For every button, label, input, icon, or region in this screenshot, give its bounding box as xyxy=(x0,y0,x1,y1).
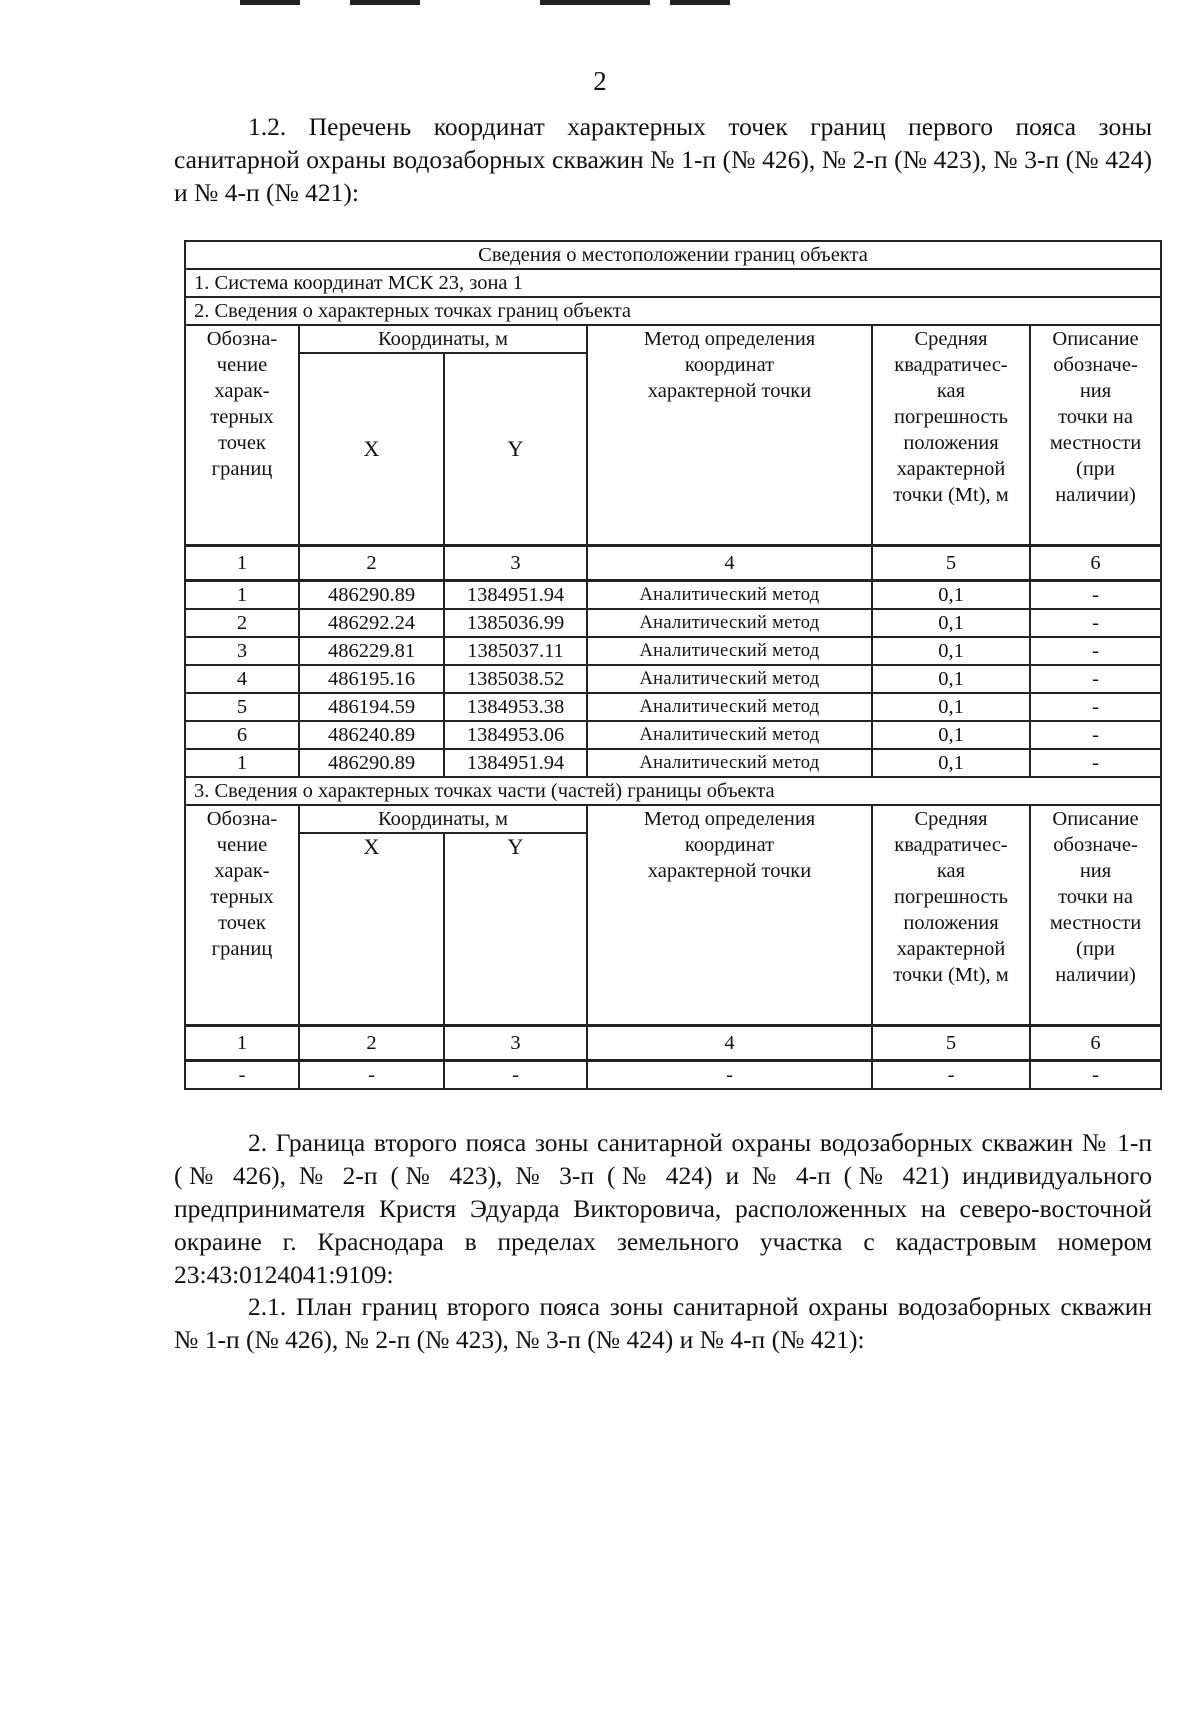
point-desc: - xyxy=(1030,693,1161,721)
table-row xyxy=(185,637,1161,665)
table-row xyxy=(185,693,1161,721)
point-x: 486292.24 xyxy=(299,609,444,637)
header-error: Средняя квадратичес- кая погрешность положения характерной точки (Mt), м xyxy=(872,805,1030,1026)
part-point-mt: - xyxy=(872,1061,1030,1090)
point-desc: - xyxy=(1030,721,1161,749)
point-y: 1385036.99 xyxy=(444,609,587,637)
point-mt: 0,1 xyxy=(872,637,1030,665)
coord-system-row: 1. Система координат МСК 23, зона 1 xyxy=(185,269,1161,297)
table-row xyxy=(185,721,1161,749)
header-coords: Координаты, м xyxy=(299,325,587,353)
point-mt: 0,1 xyxy=(872,581,1030,610)
header-description: Описание обозначе- ния точки на местности (при наличии) xyxy=(1030,325,1161,546)
col-number: 4 xyxy=(587,546,872,581)
point-desc: - xyxy=(1030,637,1161,665)
point-x: 486290.89 xyxy=(299,581,444,610)
point-desc: - xyxy=(1030,609,1161,637)
part-point-method: - xyxy=(587,1061,872,1090)
point-y: 1384951.94 xyxy=(444,581,587,610)
table-title: Сведения о местоположении границ объекта xyxy=(185,241,1161,269)
col-number: 6 xyxy=(1030,1026,1161,1061)
section-2-1-paragraph: 2.1. План границ второго пояса зоны санитарной охраны водозаборных скважин № 1-п (№ 426), № 2-п (№ 423), № 3-п (№ 424) и № 4-п (№ 421): xyxy=(174,1292,1152,1354)
point-method: Аналитический метод xyxy=(587,609,872,637)
point-number: 1 xyxy=(185,581,299,610)
part-point-number: - xyxy=(185,1061,299,1090)
point-number: 5 xyxy=(185,693,299,721)
section-2-row: 2. Сведения о характерных точках границ объекта xyxy=(185,297,1161,325)
header-designation: Обозна- чение харак- терных точек границ xyxy=(185,325,299,546)
point-method: Аналитический метод xyxy=(587,637,872,665)
header-designation: Обозна- чение харак- терных точек границ xyxy=(185,805,299,1026)
point-x: 486195.16 xyxy=(299,665,444,693)
col-number: 1 xyxy=(185,1026,299,1061)
table-row xyxy=(185,665,1161,693)
section-1-2-heading: 1.2. Перечень координат характерных точек границ первого пояса зоны санитарной охраны водозаборных скважин № 1-п (№ 426), № 2-п (№ 423), № 3-п (№ 424) и № 4-п (№ 421): xyxy=(174,112,1152,207)
header-description: Описание обозначе- ния точки на местности (при наличии) xyxy=(1030,805,1161,1026)
section-3-row: 3. Сведения о характерных точках части (частей) границы объекта xyxy=(185,777,1161,805)
point-number: 3 xyxy=(185,637,299,665)
col-number: 6 xyxy=(1030,546,1161,581)
header-x: X xyxy=(299,833,444,1026)
point-y: 1385037.11 xyxy=(444,637,587,665)
point-mt: 0,1 xyxy=(872,665,1030,693)
col-number: 5 xyxy=(872,546,1030,581)
col-number: 2 xyxy=(299,1026,444,1061)
point-number: 2 xyxy=(185,609,299,637)
table-row xyxy=(185,749,1161,777)
point-x: 486240.89 xyxy=(299,721,444,749)
point-mt: 0,1 xyxy=(872,721,1030,749)
part-point-y: - xyxy=(444,1061,587,1090)
part-point-x: - xyxy=(299,1061,444,1090)
point-number: 6 xyxy=(185,721,299,749)
table-row xyxy=(185,1061,1161,1090)
point-x: 486290.89 xyxy=(299,749,444,777)
point-mt: 0,1 xyxy=(872,693,1030,721)
point-y: 1385038.52 xyxy=(444,665,587,693)
point-x: 486194.59 xyxy=(299,693,444,721)
page-number: 2 xyxy=(593,66,607,96)
point-y: 1384951.94 xyxy=(444,749,587,777)
point-method: Аналитический метод xyxy=(587,693,872,721)
point-mt: 0,1 xyxy=(872,749,1030,777)
scan-artifact-marks xyxy=(240,0,760,6)
point-number: 4 xyxy=(185,665,299,693)
coordinates-table xyxy=(184,240,1162,1090)
point-y: 1384953.38 xyxy=(444,693,587,721)
header-method: Метод определения координат характерной точки xyxy=(587,325,872,546)
col-number: 4 xyxy=(587,1026,872,1061)
section-2-paragraph: 2. Граница второго пояса зоны санитарной охраны водозаборных скважин № 1-п (№ 426), № 2-п (№ 423), № 3-п (№ 424) и № 4-п (№ 421) индивидуального предпринимателя Кристя Эдуарда Викторовича, расположенных на северо-восточной окраине г. Краснодара в пределах земельного участка с кадастровым номером 23:43:0124041:9109: xyxy=(174,1128,1152,1289)
point-number: 1 xyxy=(185,749,299,777)
point-method: Аналитический метод xyxy=(587,721,872,749)
point-mt: 0,1 xyxy=(872,609,1030,637)
point-desc: - xyxy=(1030,749,1161,777)
table-row xyxy=(185,581,1161,610)
header-error: Средняя квадратичес- кая погрешность положения характерной точки (Mt), м xyxy=(872,325,1030,546)
table-row xyxy=(185,609,1161,637)
point-desc: - xyxy=(1030,581,1161,610)
col-number: 1 xyxy=(185,546,299,581)
header-y: Y xyxy=(444,353,587,546)
header-coords: Координаты, м xyxy=(299,805,587,833)
point-x: 486229.81 xyxy=(299,637,444,665)
col-number: 3 xyxy=(444,1026,587,1061)
point-desc: - xyxy=(1030,665,1161,693)
col-number: 2 xyxy=(299,546,444,581)
header-y: Y xyxy=(444,833,587,1026)
header-x: X xyxy=(299,353,444,546)
point-method: Аналитический метод xyxy=(587,665,872,693)
col-number: 5 xyxy=(872,1026,1030,1061)
header-method: Метод определения координат характерной точки xyxy=(587,805,872,1026)
point-y: 1384953.06 xyxy=(444,721,587,749)
part-point-desc: - xyxy=(1030,1061,1161,1090)
col-number: 3 xyxy=(444,546,587,581)
point-method: Аналитический метод xyxy=(587,581,872,610)
point-method: Аналитический метод xyxy=(587,749,872,777)
